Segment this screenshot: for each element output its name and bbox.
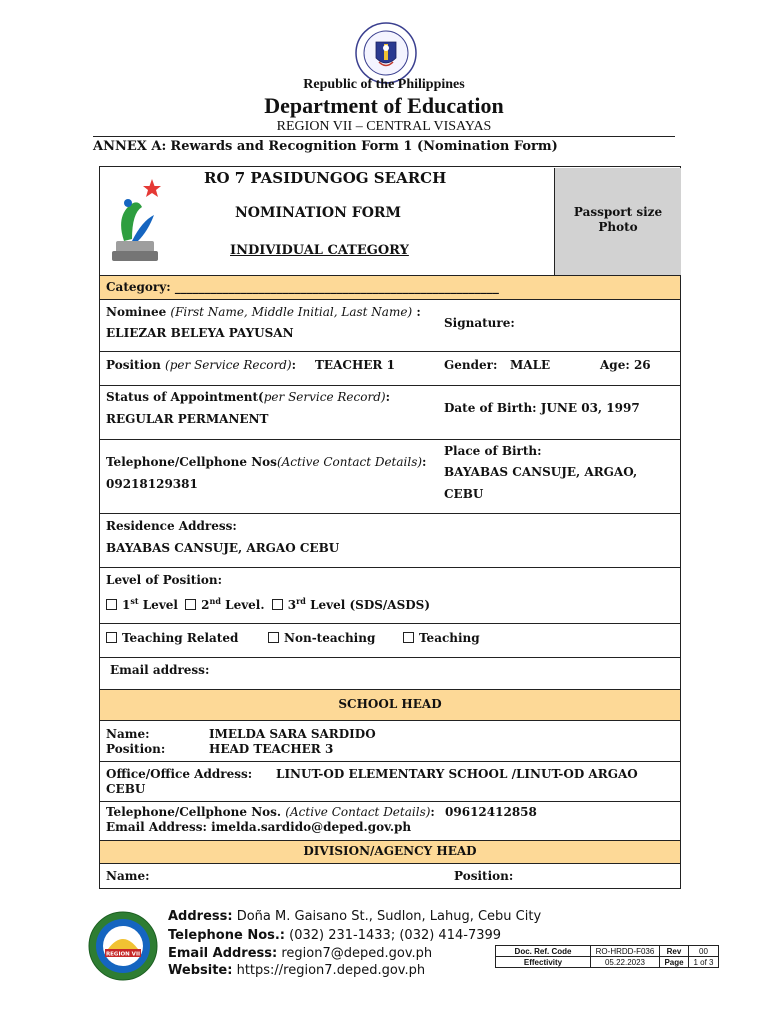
place-of-birth-value-1[interactable]: BAYABAS CANSUJE, ARGAO, xyxy=(444,465,638,479)
status-colon: : xyxy=(385,390,390,404)
level-3-text: Level (SDS/ASDS) xyxy=(305,598,431,612)
residence-value[interactable]: BAYABAS CANSUJE, ARGAO CEBU xyxy=(106,541,340,555)
effectivity-value: 05.22.2023 xyxy=(591,957,660,968)
department-heading: Department of Education xyxy=(264,93,504,118)
non-teaching-label: Non-teaching xyxy=(284,631,376,645)
category-label xyxy=(106,280,499,294)
non-teaching-checkbox[interactable] xyxy=(268,632,279,643)
level-3-option[interactable] xyxy=(272,598,430,612)
status-label-text: Status of Appointment( xyxy=(106,390,264,404)
level-2-text: Level. xyxy=(220,598,265,612)
region-vii-seal-text: REGION VII xyxy=(105,951,141,958)
footer-address-value: Doña M. Gaisano St., Sudlon, Lahug, Cebu City xyxy=(236,909,542,924)
footer-phone xyxy=(168,928,501,943)
position-colon: : xyxy=(291,358,296,372)
footer-email xyxy=(168,946,432,961)
gender-value[interactable]: MALE xyxy=(510,358,551,372)
div-name-label: Name: xyxy=(106,869,150,883)
place-of-birth-value-2[interactable]: CEBU xyxy=(444,487,484,501)
teaching-related-label: Teaching Related xyxy=(122,631,239,645)
div-position-label: Position: xyxy=(454,869,514,883)
passport-photo-box xyxy=(554,168,681,275)
date-of-birth-field[interactable]: Date of Birth: JUNE 03, 1997 xyxy=(444,401,640,415)
teaching-related-option[interactable] xyxy=(106,631,238,645)
doc-ref-value: RO-HRDD-F036 xyxy=(591,946,660,957)
level-2-checkbox[interactable] xyxy=(185,599,196,610)
division-head-heading: DIVISION/AGENCY HEAD xyxy=(303,844,477,858)
nominee-value[interactable]: ELIEZAR BELEYA PAYUSAN xyxy=(106,326,294,340)
place-of-birth-label: Place of Birth: xyxy=(444,444,542,458)
phone-label-text: Telephone/Cellphone Nos xyxy=(106,455,277,469)
level-2-number: 2 xyxy=(201,598,210,612)
annex-label: ANNEX A: xyxy=(93,139,167,154)
nominee-colon: : xyxy=(412,305,421,319)
footer-email-value[interactable]: region7@deped.gov.ph xyxy=(281,946,433,961)
sh-name-label: Name: xyxy=(106,727,150,741)
footer-address-label: Address: xyxy=(168,909,233,924)
level-3-sup: rd xyxy=(296,596,306,606)
teaching-related-checkbox[interactable] xyxy=(106,632,117,643)
position-label-text: Position xyxy=(106,358,161,372)
footer-phone-label: Telephone Nos.: xyxy=(168,928,286,943)
status-label xyxy=(106,390,390,404)
sh-phone-colon: : xyxy=(430,805,435,819)
individual-category-heading: INDIVIDUAL CATEGORY xyxy=(230,243,409,258)
office-label: Office/Office Address: xyxy=(106,767,253,781)
nomination-form xyxy=(99,166,681,889)
teaching-label: Teaching xyxy=(419,631,480,645)
sh-position-value[interactable]: HEAD TEACHER 3 xyxy=(209,742,334,756)
annex-text: Rewards and Recognition Form 1 (Nomination Form) xyxy=(170,139,558,154)
level-options xyxy=(106,596,430,612)
level-2-sup: nd xyxy=(209,596,221,606)
page-value: 1 of 3 xyxy=(689,957,719,968)
annex-title xyxy=(93,139,558,154)
header-divider xyxy=(93,136,675,137)
region-heading: REGION VII – CENTRAL VISAYAS xyxy=(276,119,492,134)
school-head-heading: SCHOOL HEAD xyxy=(338,697,442,711)
footer-email-label: Email Address: xyxy=(168,946,278,961)
position-label xyxy=(106,358,296,372)
level-2-option[interactable] xyxy=(185,598,264,612)
residence-label: Residence Address: xyxy=(106,519,237,533)
category-label-text: Category: xyxy=(106,280,171,294)
status-value[interactable]: REGULAR PERMANENT xyxy=(106,412,269,426)
phone-colon: : xyxy=(422,455,427,469)
sh-phone-label: Telephone/Cellphone Nos. xyxy=(106,805,282,819)
level-1-number: 1 xyxy=(122,598,131,612)
phone-value[interactable]: 09218129381 xyxy=(106,477,198,491)
position-value[interactable]: TEACHER 1 xyxy=(315,358,395,372)
phone-label xyxy=(106,455,426,469)
office-value-2[interactable]: CEBU xyxy=(106,782,146,796)
position-hint: (per Service Record) xyxy=(165,358,292,372)
rev-value: 00 xyxy=(689,946,719,957)
form-subtitle: NOMINATION FORM xyxy=(235,205,402,221)
deped-seal-logo xyxy=(355,22,417,84)
doc-ref-label: Doc. Ref. Code xyxy=(496,946,591,957)
footer-phone-value: (032) 231-1433; (032) 414-7399 xyxy=(289,928,502,943)
level-1-sup: st xyxy=(130,596,139,606)
level-3-number: 3 xyxy=(287,598,297,612)
email-label: Email address: xyxy=(110,663,210,677)
non-teaching-option[interactable] xyxy=(268,631,375,645)
passport-photo-label: Passport size Photo xyxy=(573,205,663,234)
footer-address xyxy=(168,909,541,924)
level-1-option[interactable] xyxy=(106,598,178,612)
sh-email-row xyxy=(106,820,411,834)
footer-website xyxy=(168,963,425,978)
pasidungog-trophy-logo xyxy=(108,177,162,263)
level-3-checkbox[interactable] xyxy=(272,599,283,610)
page-label: Page xyxy=(660,957,689,968)
office-value-1[interactable]: LINUT-OD ELEMENTARY SCHOOL /LINUT-OD ARGAO xyxy=(276,767,638,781)
sh-position-label: Position: xyxy=(106,742,166,756)
nominee-hint: (First Name, Middle Initial, Last Name) xyxy=(170,305,413,319)
rev-label: Rev xyxy=(660,946,689,957)
sh-email-label: Email Address: xyxy=(106,820,207,834)
footer-website-value[interactable]: https://region7.deped.gov.ph xyxy=(236,963,426,978)
form-title: RO 7 PASIDUNGOG SEARCH xyxy=(204,169,447,187)
gender-label: Gender: xyxy=(444,358,498,372)
level-of-position-label: Level of Position: xyxy=(106,573,223,587)
phone-hint: (Active Contact Details) xyxy=(276,455,423,469)
status-hint: per Service Record) xyxy=(263,390,386,404)
sh-phone-row xyxy=(106,805,537,819)
sh-phone-hint: (Active Contact Details) xyxy=(285,805,431,819)
teaching-option[interactable] xyxy=(403,631,480,645)
age-field[interactable]: Age: 26 xyxy=(600,358,651,372)
region-vii-seal-logo xyxy=(88,911,158,981)
level-1-checkbox[interactable] xyxy=(106,599,117,610)
category-blank-line[interactable]: ______________________________________________________ xyxy=(174,280,499,294)
sh-name-value[interactable]: IMELDA SARA SARDIDO xyxy=(209,727,376,741)
nominee-label xyxy=(106,305,421,319)
republic-heading: Republic of the Philippines xyxy=(303,77,465,92)
nominee-label-text: Nominee xyxy=(106,305,167,319)
sh-email-value[interactable]: imelda.sardido@deped.gov.ph xyxy=(211,820,412,834)
effectivity-label: Effectivity xyxy=(496,957,591,968)
footer-website-label: Website: xyxy=(168,963,233,978)
signature-label: Signature: xyxy=(444,316,515,330)
level-1-text: Level xyxy=(138,598,178,612)
sh-phone-value[interactable]: 09612412858 xyxy=(445,805,537,819)
teaching-checkbox[interactable] xyxy=(403,632,414,643)
document-reference-table xyxy=(495,945,719,968)
